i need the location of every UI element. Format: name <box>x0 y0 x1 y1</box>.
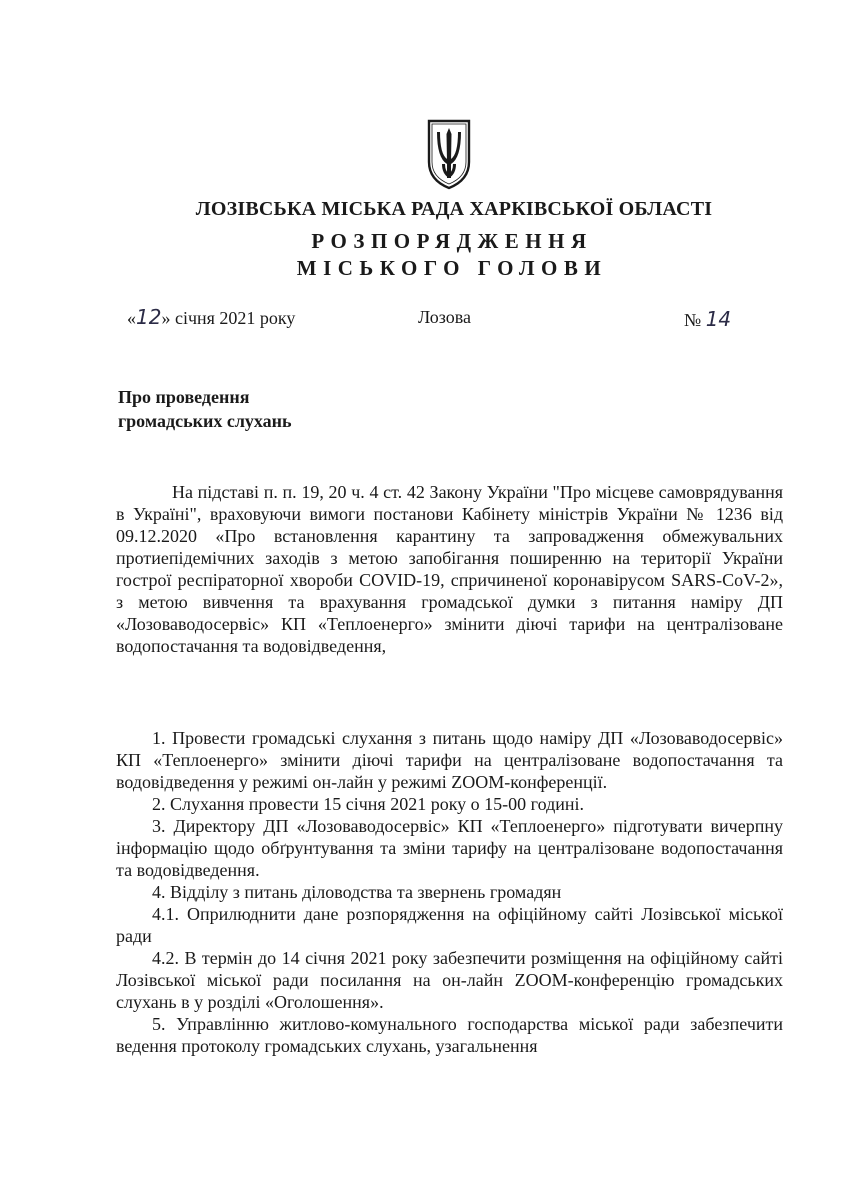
date-open-quote: « <box>127 308 136 328</box>
order-item: 4.2. В термін до 14 січня 2021 року забезпечити розміщення на офіційному сайті Лозівської міської ради посилання на он-лайн ZOOM-конференцію громадських слухань в у розділі «Оголошення». <box>116 948 783 1012</box>
preamble-paragraph: На підставі п. п. 19, 20 ч. 4 ст. 42 Закону України "Про місцеве самоврядування в Україні", враховуючи вимоги постанови Кабінету міністрів України № 1236 від 09.12.2020 «Про встановлення карантину та запровадження обмежувальних протиепідемічних заходів з метою запобігання поширенню на території України гострої респіраторної хвороби COVID-19, спричиненої коронавірусом SARS-CoV-2», з метою вивчення та врахування громадської думки з питання наміру ДП «Лозоваводосервіс» КП «Теплоенерго» змінити діючі тарифи на централізоване водопостачання та водовідведення, <box>116 482 783 656</box>
trident-coat-of-arms-icon <box>426 118 472 190</box>
orders-list <box>116 727 783 1057</box>
number-label: № <box>684 310 702 330</box>
document-subtype-title: МІСЬКОГО ГОЛОВИ <box>296 256 608 280</box>
order-item: 1. Провести громадські слухання з питань щодо наміру ДП «Лозоваводосервіс» КП «Теплоенерго» змінити діючі тарифи на централізоване водопостачання та водовідведення у режимі он-лайн у режимі ZOOM-конференції. <box>116 728 783 792</box>
document-city: Лозова <box>418 307 472 327</box>
number-handwritten: 14 <box>705 307 732 331</box>
organization-title: ЛОЗІВСЬКА МІСЬКА РАДА ХАРКІВСЬКОЇ ОБЛАСТІ <box>195 198 713 220</box>
document-subject <box>118 385 292 433</box>
order-item: 4.1. Оприлюднити дане розпорядження на офіційному сайті Лозівської міської ради <box>116 904 783 946</box>
subject-line: Про проведення <box>118 387 250 407</box>
order-item: 4. Відділу з питань діловодства та звернень громадян <box>152 882 562 902</box>
order-item: 5. Управлінню житлово-комунального господарства міської ради забезпечити ведення протоколу громадських слухань, узагальнення <box>116 1014 783 1056</box>
order-item: 3. Директору ДП «Лозоваводосервіс» КП «Теплоенерго» підготувати вичерпну інформацію щодо обґрунтування та зміни тарифу на централізоване водопостачання та водовідведення. <box>116 816 783 880</box>
subject-line: громадських слухань <box>118 411 292 431</box>
date-day-handwritten: 12 <box>136 305 162 329</box>
document-type-title: РОЗПОРЯДЖЕННЯ <box>311 229 593 253</box>
date-month-year: » січня 2021 року <box>161 308 296 328</box>
document-date <box>127 305 295 329</box>
order-item: 2. Слухання провести 15 січня 2021 року о 15-00 годині. <box>152 794 585 814</box>
preamble-section <box>116 481 783 657</box>
document-number <box>684 307 731 331</box>
